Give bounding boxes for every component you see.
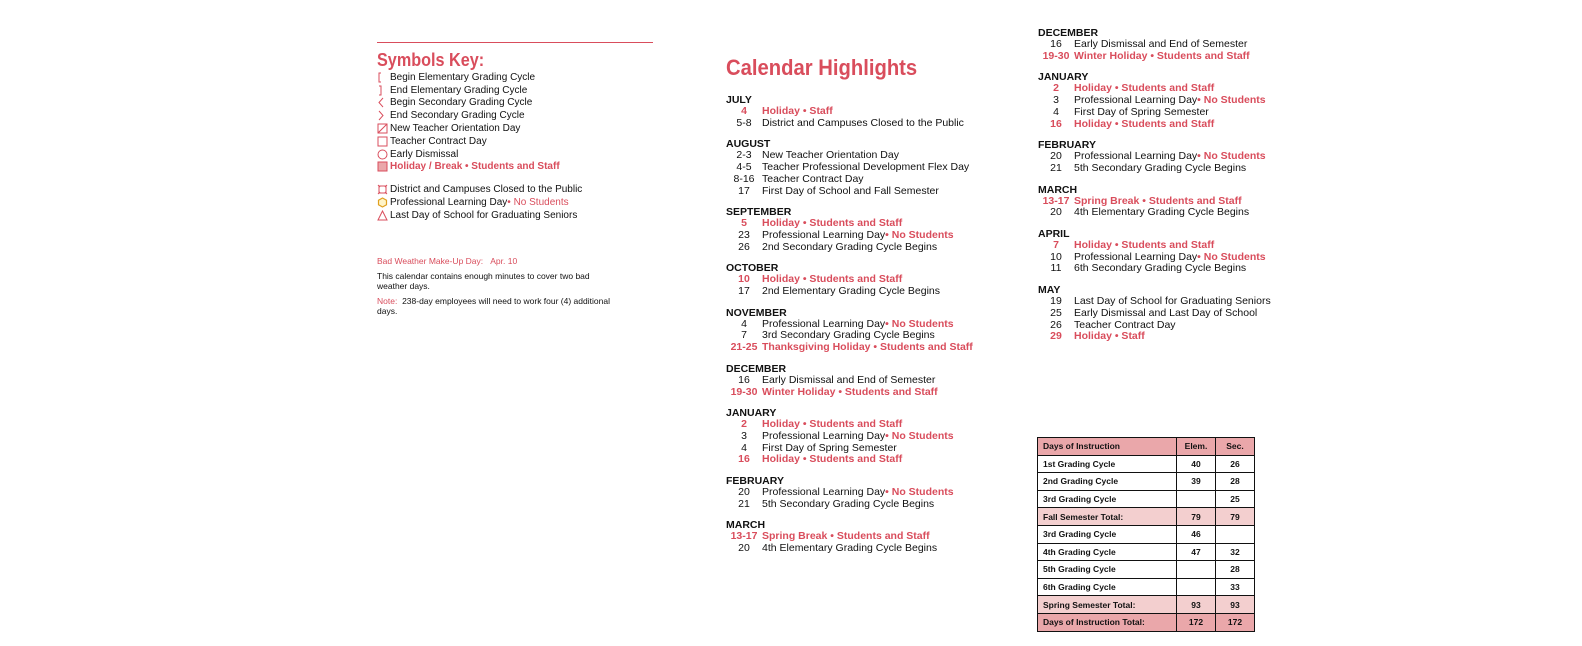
symbol-label: Professional Learning Day: [390, 197, 508, 209]
symbol-label: Early Dismissal: [390, 148, 459, 160]
table-cell: 3rd Grading Cycle: [1038, 525, 1177, 543]
highlights-column-right-body: [1038, 27, 1338, 343]
table-cell: 172: [1216, 613, 1255, 631]
symbol-item: [377, 209, 657, 222]
table-cell: [1177, 578, 1216, 596]
month-name: JANUARY: [726, 407, 777, 420]
month-block: [1038, 184, 1338, 219]
event-text: First Day of Spring Semester: [1074, 105, 1209, 118]
event-date: 21: [1050, 161, 1062, 174]
event-text: New Teacher Orientation Day: [762, 149, 899, 162]
no-students-tag: • No Students: [1197, 94, 1266, 107]
symbols-list-secondary: [377, 183, 657, 221]
month-block: [1038, 27, 1338, 62]
event-row: [1038, 308, 1338, 320]
event-text: Early Dismissal and End of Semester: [762, 373, 936, 386]
month-name: MARCH: [726, 519, 766, 532]
event-date: 7: [1053, 239, 1059, 252]
event-date: 20: [738, 542, 750, 555]
event-date: 4: [1053, 105, 1059, 118]
event-row: [726, 174, 1026, 186]
event-text: Last Day of School for Graduating Seniors: [1074, 295, 1271, 308]
month-block: [1038, 284, 1338, 343]
event-row: [726, 230, 1026, 242]
table-cell: [1177, 561, 1216, 579]
event-text: Spring Break • Students and Staff: [762, 530, 930, 543]
event-date: 3: [1053, 94, 1059, 107]
event-row: [726, 242, 1026, 254]
event-text: Winter Holiday • Students and Staff: [762, 385, 938, 398]
event-row: [1038, 163, 1338, 175]
event-date: 19-30: [1042, 49, 1070, 62]
table-cell: 25: [1216, 490, 1255, 508]
month-name: APRIL: [1038, 228, 1070, 241]
month-name: NOVEMBER: [726, 306, 787, 319]
symbol-item: [377, 97, 657, 110]
note-text: 238-day employees will need to work four (4) additional days.: [377, 295, 610, 316]
event-date: 19-30: [730, 385, 758, 398]
event-date: 2: [741, 418, 747, 431]
event-text: Early Dismissal and End of Semester: [1074, 38, 1248, 50]
event-text: Thanksgiving Holiday • Students and Staff: [762, 341, 973, 354]
event-date: 13-17: [1042, 194, 1070, 207]
month-block: [1038, 139, 1338, 174]
no-students-tag: • No Students: [885, 429, 954, 442]
bad-weather-text: This calendar contains enough minutes to cover two bad weather days.: [377, 270, 590, 291]
bad-weather-date: Apr. 10: [490, 255, 518, 266]
divider: [377, 42, 653, 43]
event-text: Holiday • Staff: [1074, 330, 1145, 343]
circle-icon: [377, 149, 389, 160]
table-cell: 47: [1177, 543, 1216, 561]
event-date: 26: [1050, 318, 1062, 331]
no-students-tag: • No Students: [885, 486, 954, 499]
month-block: [726, 475, 1026, 510]
event-row: [1038, 107, 1338, 119]
event-text: Holiday • Students and Staff: [1074, 239, 1215, 252]
filled-square-icon: [377, 161, 389, 172]
symbol-item: [377, 122, 657, 135]
event-row: [726, 499, 1026, 511]
symbols-key-title: Symbols Key:: [377, 50, 485, 70]
no-students-tag: • No Students: [1197, 250, 1266, 263]
slashed-square-icon: [377, 123, 389, 134]
table-cell: Elem.: [1177, 438, 1216, 456]
event-text: Holiday • Staff: [762, 105, 833, 117]
table-cell: 79: [1216, 508, 1255, 526]
symbol-label: End Elementary Grading Cycle: [390, 84, 528, 96]
event-date: 16: [738, 373, 750, 386]
month-name: SEPTEMBER: [726, 206, 792, 219]
event-text: 5th Secondary Grading Cycle Begins: [762, 497, 935, 510]
event-date: 13-17: [730, 530, 758, 543]
table-cell: 172: [1177, 613, 1216, 631]
event-row: [726, 375, 1026, 387]
month-name: DECEMBER: [726, 362, 787, 375]
symbol-item: [377, 109, 657, 122]
event-row: [1038, 207, 1338, 219]
days-table-body: [1038, 438, 1255, 632]
month-block: [726, 407, 1026, 466]
event-text: First Day of School and Fall Semester: [762, 184, 939, 197]
table-cell: Sec.: [1216, 438, 1255, 456]
table-cell: 2nd Grading Cycle: [1038, 473, 1177, 491]
event-row: [726, 286, 1026, 298]
event-row: [726, 487, 1026, 499]
event-text: 2nd Elementary Grading Cycle Begins: [762, 285, 941, 298]
month-block: [726, 138, 1026, 197]
table-row: [1038, 473, 1255, 491]
table-row: [1038, 561, 1255, 579]
event-row: [726, 431, 1026, 443]
event-text: District and Campuses Closed to the Public: [762, 116, 964, 129]
event-text: 2nd Secondary Grading Cycle Begins: [762, 240, 938, 253]
event-row: [1038, 331, 1338, 343]
symbol-label: New Teacher Orientation Day: [390, 123, 521, 135]
event-row: [726, 543, 1026, 555]
symbol-item: [377, 161, 657, 174]
event-row: [1038, 263, 1338, 275]
table-cell: 32: [1216, 543, 1255, 561]
event-date: 5-8: [736, 116, 752, 129]
event-date: 16: [1050, 38, 1062, 50]
event-row: [726, 454, 1026, 466]
no-students-tag: • No Students: [885, 317, 954, 330]
symbols-key: [377, 42, 657, 321]
note-label: Note:: [377, 295, 398, 306]
month-block: [726, 307, 1026, 354]
event-text: 3rd Secondary Grading Cycle Begins: [762, 329, 935, 342]
symbols-list: [377, 71, 657, 173]
symbol-label: Begin Secondary Grading Cycle: [390, 97, 533, 109]
month-name: MARCH: [1038, 183, 1078, 196]
event-date: 2-3: [736, 149, 752, 162]
event-text: Teacher Contract Day: [762, 172, 864, 185]
event-text: Holiday • Students and Staff: [762, 273, 903, 286]
chevron-right-icon: [377, 110, 389, 121]
symbol-label: Holiday / Break • Students and Staff: [390, 161, 560, 173]
month-block: [726, 94, 1026, 129]
hexagon-icon: [377, 197, 389, 208]
table-row: [1038, 455, 1255, 473]
event-text: Holiday • Students and Staff: [762, 453, 903, 466]
days-of-instruction-table: [1037, 437, 1255, 632]
event-text: First Day of Spring Semester: [762, 441, 897, 454]
event-date: 23: [738, 228, 750, 241]
event-date: 29: [1050, 330, 1062, 343]
event-date: 16: [738, 453, 750, 466]
symbol-item: [377, 196, 657, 209]
event-text: Spring Break • Students and Staff: [1074, 194, 1242, 207]
table-cell: 1st Grading Cycle: [1038, 455, 1177, 473]
month-name: MAY: [1038, 284, 1061, 297]
event-row: [726, 186, 1026, 198]
month-block: [1038, 71, 1338, 130]
event-date: 10: [1050, 250, 1062, 263]
table-cell: 39: [1177, 473, 1216, 491]
table-cell: Fall Semester Total:: [1038, 508, 1177, 526]
highlights-column-left: [726, 94, 1026, 555]
event-date: 21-25: [730, 341, 758, 354]
month-name: JANUARY: [1038, 71, 1089, 84]
event-text: Professional Learning Day: [1074, 94, 1198, 107]
table-cell: 93: [1216, 596, 1255, 614]
event-date: 17: [738, 285, 750, 298]
table-row: [1038, 613, 1255, 631]
calendar-highlights: [726, 55, 1026, 564]
event-date: 26: [738, 240, 750, 253]
month-name: JULY: [726, 94, 752, 106]
no-students-tag: • No Students: [507, 197, 569, 209]
chevron-left-icon: [377, 97, 389, 108]
bracket-left-icon: [377, 72, 389, 83]
symbol-item: [377, 183, 657, 196]
triangle-icon: [377, 210, 389, 221]
event-text: Early Dismissal and Last Day of School: [1074, 306, 1258, 319]
event-date: 4: [741, 105, 747, 117]
bad-weather-title: Bad Weather Make-Up Day:: [377, 255, 484, 266]
table-cell: 28: [1216, 473, 1255, 491]
table-cell: Spring Semester Total:: [1038, 596, 1177, 614]
event-date: 8-16: [733, 172, 755, 185]
month-name: AUGUST: [726, 138, 771, 151]
table-cell: [1177, 490, 1216, 508]
event-row: [726, 118, 1026, 130]
event-row: [726, 106, 1026, 118]
month-block: [726, 519, 1026, 554]
event-date: 20: [738, 486, 750, 499]
month-name: FEBRUARY: [1038, 139, 1096, 152]
event-text: Teacher Professional Development Flex Day: [762, 161, 970, 174]
event-text: Professional Learning Day: [762, 486, 886, 499]
event-row: [1038, 240, 1338, 252]
event-text: Professional Learning Day: [762, 317, 886, 330]
symbol-label: District and Campuses Closed to the Public: [390, 184, 583, 196]
table-cell: 40: [1177, 455, 1216, 473]
table-row: [1038, 490, 1255, 508]
event-date: 20: [1050, 150, 1062, 163]
no-students-tag: • No Students: [1197, 150, 1266, 163]
table-cell: 93: [1177, 596, 1216, 614]
month-name: OCTOBER: [726, 262, 779, 275]
table-row: [1038, 596, 1255, 614]
event-text: Professional Learning Day: [762, 429, 886, 442]
event-text: Holiday • Students and Staff: [762, 217, 903, 230]
table-cell: 26: [1216, 455, 1255, 473]
event-date: 5: [741, 217, 747, 230]
event-row: [1038, 119, 1338, 131]
table-cell: 28: [1216, 561, 1255, 579]
table-cell: Days of Instruction Total:: [1038, 613, 1177, 631]
event-row: [726, 342, 1026, 354]
bracket-right-icon: [377, 85, 389, 96]
table-cell: 33: [1216, 578, 1255, 596]
table-row: [1038, 508, 1255, 526]
event-text: Professional Learning Day: [762, 228, 886, 241]
event-text: Holiday • Students and Staff: [1074, 117, 1215, 130]
event-text: 4th Elementary Grading Cycle Begins: [1074, 206, 1250, 219]
month-block: [726, 206, 1026, 253]
event-date: 4-5: [736, 161, 752, 174]
event-date: 4: [741, 441, 747, 454]
month-block: [726, 363, 1026, 398]
symbol-item: [377, 135, 657, 148]
month-name: FEBRUARY: [726, 475, 784, 488]
month-name: DECEMBER: [1038, 27, 1099, 39]
event-date: 7: [741, 329, 747, 342]
event-date: 11: [1050, 262, 1062, 275]
event-date: 3: [741, 429, 747, 442]
event-row: [1038, 39, 1338, 51]
table-cell: 4th Grading Cycle: [1038, 543, 1177, 561]
no-students-tag: • No Students: [885, 228, 954, 241]
event-text: Holiday • Students and Staff: [1074, 82, 1215, 95]
symbol-label: Teacher Contract Day: [390, 135, 487, 147]
highlights-column-right: [1038, 27, 1338, 352]
symbol-label: Begin Elementary Grading Cycle: [390, 71, 536, 83]
event-date: 17: [738, 184, 750, 197]
table-row: [1038, 525, 1255, 543]
event-date: 19: [1050, 295, 1062, 308]
event-text: 4th Elementary Grading Cycle Begins: [762, 542, 938, 555]
symbol-item: [377, 71, 657, 84]
event-text: Winter Holiday • Students and Staff: [1074, 49, 1250, 62]
event-date: 21: [738, 497, 750, 510]
table-row: [1038, 578, 1255, 596]
symbol-item: [377, 148, 657, 161]
square-icon: [377, 136, 389, 147]
event-date: 2: [1053, 82, 1059, 95]
month-block: [726, 262, 1026, 297]
table-cell: 3rd Grading Cycle: [1038, 490, 1177, 508]
event-text: Teacher Contract Day: [1074, 318, 1176, 331]
bad-weather-note: [377, 256, 657, 316]
month-block: [1038, 228, 1338, 275]
symbol-label: Last Day of School for Graduating Seniors: [390, 209, 578, 221]
event-text: Professional Learning Day: [1074, 250, 1198, 263]
table-cell: Days of Instruction: [1038, 438, 1177, 456]
symbol-item: [377, 84, 657, 97]
event-text: Professional Learning Day: [1074, 150, 1198, 163]
table-cell: 46: [1177, 525, 1216, 543]
event-text: 6th Secondary Grading Cycle Begins: [1074, 262, 1247, 275]
event-row: [726, 387, 1026, 399]
event-date: 20: [1050, 206, 1062, 219]
corner-square-icon: [377, 184, 389, 195]
table-row: [1038, 543, 1255, 561]
table-cell: 5th Grading Cycle: [1038, 561, 1177, 579]
event-row: [1038, 51, 1338, 63]
table-cell: 6th Grading Cycle: [1038, 578, 1177, 596]
table-cell: 79: [1177, 508, 1216, 526]
event-date: 4: [741, 317, 747, 330]
event-date: 10: [738, 273, 750, 286]
table-header-row: [1038, 438, 1255, 456]
symbol-label: End Secondary Grading Cycle: [390, 110, 525, 122]
event-date: 25: [1050, 306, 1062, 319]
event-text: Holiday • Students and Staff: [762, 418, 903, 431]
calendar-highlights-title: Calendar Highlights: [726, 55, 918, 80]
table-cell: [1216, 525, 1255, 543]
event-text: 5th Secondary Grading Cycle Begins: [1074, 161, 1247, 174]
event-date: 16: [1050, 117, 1062, 130]
